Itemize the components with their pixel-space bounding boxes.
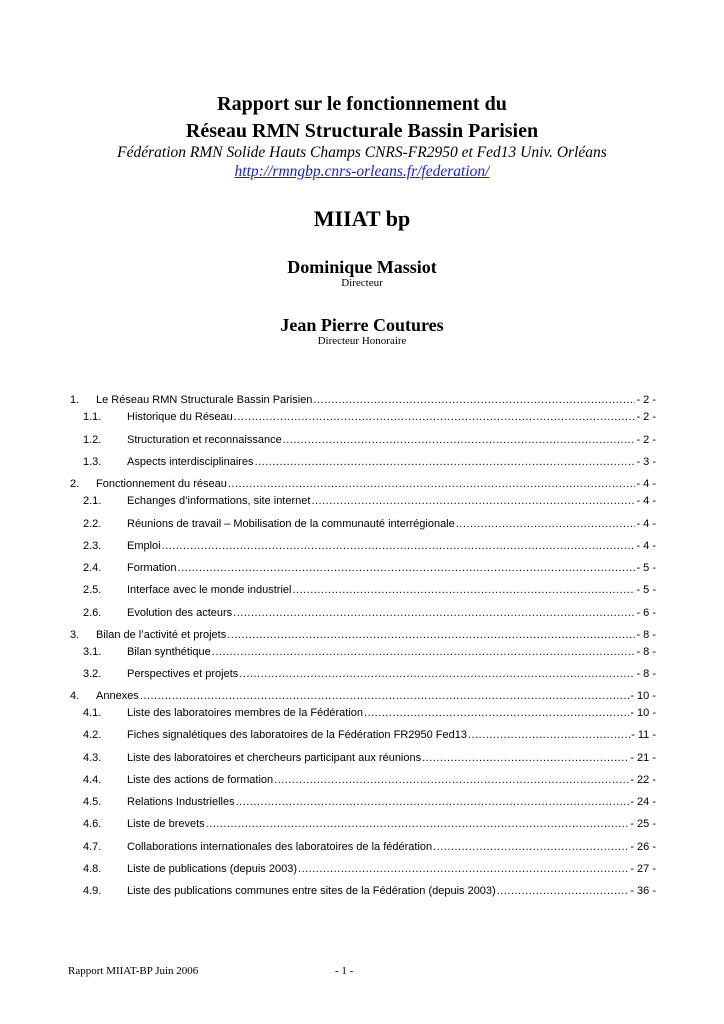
footer-report-label: Rapport MIIAT-BP Juin 2006 <box>68 965 199 977</box>
report-title-line2: Réseau RMN Structurale Bassin Parisien <box>185 120 539 142</box>
toc-dot-leader <box>274 774 629 786</box>
toc-entry-number: 2.2. <box>83 518 102 530</box>
report-title-line1: Rapport sur le fonctionnement du <box>217 93 507 115</box>
toc-entry-title: Fonctionnement du réseau <box>96 478 227 490</box>
toc-entry[interactable] <box>70 818 656 832</box>
toc-entry[interactable] <box>70 707 656 721</box>
toc-entry[interactable] <box>70 690 656 704</box>
toc-entry[interactable] <box>70 478 656 492</box>
director-name: Dominique Massiot <box>287 257 437 277</box>
toc-entry-page: - 10 - <box>630 707 656 719</box>
toc-entry-page: - 4 - <box>636 495 656 507</box>
toc-entry-number: 4.3. <box>83 752 102 764</box>
federation-subtitle: Fédération RMN Solide Hauts Champs CNRS-FR2950 et Fed13 Univ. Orléans <box>117 144 607 161</box>
toc-dot-leader <box>234 411 636 423</box>
toc-dot-leader <box>468 729 630 741</box>
toc-entry-page: - 8 - <box>636 646 656 658</box>
toc-entry-page: - 22 - <box>630 774 656 786</box>
toc-entry-title: Liste des laboratoires membres de la Fédération <box>127 707 364 719</box>
toc-entry[interactable] <box>70 863 656 877</box>
honorary-director-role: Directeur Honoraire <box>317 335 407 347</box>
toc-entry-number: 2.3. <box>83 540 102 552</box>
toc-entry[interactable] <box>70 796 656 810</box>
toc-entry[interactable] <box>70 646 656 660</box>
toc-entry-title: Perspectives et projets <box>127 668 239 680</box>
toc-entry-number: 2. <box>70 478 80 490</box>
toc-dot-leader <box>456 518 636 530</box>
toc-entry[interactable] <box>70 411 656 425</box>
toc-entry-page: - 4 - <box>636 540 656 552</box>
toc-entry-page: - 36 - <box>630 885 656 897</box>
toc-entry-title: Formation <box>127 562 177 574</box>
toc-entry-title: Evolution des acteurs <box>127 607 233 619</box>
toc-entry-title: Fiches signalétiques des laboratoires de la Fédération FR2950 Fed13 <box>127 729 467 741</box>
toc-entry-page: - 21 - <box>630 752 656 764</box>
toc-dot-leader <box>255 456 636 468</box>
toc-entry[interactable] <box>70 841 656 855</box>
toc-entry-number: 1.1. <box>83 411 102 423</box>
toc-entry-title: Aspects interdisciplinaires <box>127 456 254 468</box>
toc-entry-page: - 6 - <box>636 607 656 619</box>
acronym-heading: MIIAT bp <box>313 206 411 231</box>
toc-entry-number: 4.6. <box>83 818 102 830</box>
toc-entry[interactable] <box>70 752 656 766</box>
toc-entry-page: - 4 - <box>636 478 656 490</box>
toc-entry-title: Annexes <box>96 690 139 702</box>
toc-entry-title: Liste des publications communes entre sites de la Fédération (depuis 2003) <box>127 885 496 897</box>
toc-dot-leader <box>227 629 635 641</box>
toc-entry-title: Liste de brevets <box>127 818 205 830</box>
toc-entry[interactable] <box>70 394 656 408</box>
toc-entry-number: 4.2. <box>83 729 102 741</box>
toc-dot-leader <box>292 584 635 596</box>
toc-entry-page: - 2 - <box>636 411 656 423</box>
toc-entry[interactable] <box>70 729 656 743</box>
toc-entry-number: 2.1. <box>83 495 102 507</box>
toc-dot-leader <box>140 690 630 702</box>
toc-dot-leader <box>313 394 635 406</box>
toc-entry[interactable] <box>70 584 656 598</box>
toc-entry-number: 4.8. <box>83 863 102 875</box>
toc-entry[interactable] <box>70 540 656 554</box>
toc-entry[interactable] <box>70 562 656 576</box>
toc-dot-leader <box>298 863 629 875</box>
toc-entry[interactable] <box>70 885 656 899</box>
toc-dot-leader <box>433 841 629 853</box>
toc-dot-leader <box>497 885 630 897</box>
footer-page-number: - 1 - <box>335 965 354 977</box>
toc-entry-number: 2.4. <box>83 562 102 574</box>
toc-entry-number: 4.1. <box>83 707 102 719</box>
toc-entry-page: - 24 - <box>630 796 656 808</box>
toc-entry-number: 4.4. <box>83 774 102 786</box>
toc-entry-page: - 5 - <box>636 562 656 574</box>
toc-entry-page: - 4 - <box>636 518 656 530</box>
toc-entry-number: 4.5. <box>83 796 102 808</box>
toc-dot-leader <box>311 495 635 507</box>
toc-entry-title: Interface avec le monde industriel <box>127 584 292 596</box>
toc-entry-page: - 5 - <box>636 584 656 596</box>
toc-entry-number: 1.3. <box>83 456 102 468</box>
toc-entry[interactable] <box>70 607 656 621</box>
federation-url-line <box>0 162 724 181</box>
toc-entry-title: Bilan de l’activité et projets <box>96 629 227 641</box>
toc-entry-title: Liste des laboratoires et chercheurs participant aux réunions <box>127 752 422 764</box>
toc-dot-leader <box>422 752 629 764</box>
toc-entry[interactable] <box>70 434 656 448</box>
toc-entry-page: - 25 - <box>630 818 656 830</box>
toc-entry-number: 3.1. <box>83 646 102 658</box>
toc-entry-title: Collaborations internationales des laboratoires de la fédération <box>127 841 433 853</box>
toc-dot-leader <box>228 478 636 490</box>
toc-entry-title: Structuration et reconnaissance <box>127 434 282 446</box>
director-role: Directeur <box>341 277 383 289</box>
toc-entry-number: 2.5. <box>83 584 102 596</box>
toc-entry[interactable] <box>70 774 656 788</box>
toc-entry-number: 4. <box>70 690 80 702</box>
toc-entry-page: - 26 - <box>630 841 656 853</box>
toc-entry-title: Liste de publications (depuis 2003) <box>127 863 298 875</box>
toc-entry-page: - 2 - <box>636 394 656 406</box>
toc-entry-number: 1. <box>70 394 80 406</box>
toc-dot-leader <box>236 796 630 808</box>
toc-entry-title: Echanges d’informations, site internet <box>127 495 311 507</box>
toc-entry[interactable] <box>70 668 656 682</box>
toc-entry-number: 2.6. <box>83 607 102 619</box>
toc-dot-leader <box>283 434 636 446</box>
honorary-director-name: Jean Pierre Coutures <box>280 315 444 335</box>
toc-entry-title: Bilan synthétique <box>127 646 211 658</box>
toc-dot-leader <box>206 818 630 830</box>
toc-dot-leader <box>364 707 629 719</box>
toc-entry[interactable] <box>70 456 656 470</box>
toc-entry-page: - 8 - <box>636 668 656 680</box>
toc-entry-page: - 11 - <box>631 729 656 741</box>
toc-dot-leader <box>212 646 636 658</box>
toc-entry-title: Historique du Réseau <box>127 411 233 423</box>
toc-entry-title: Le Réseau RMN Structurale Bassin Parisien <box>96 394 313 406</box>
toc-entry-number: 1.2. <box>83 434 102 446</box>
federation-url-link[interactable]: http://rmngbp.cnrs-orleans.fr/federation/ <box>234 163 490 180</box>
toc-entry[interactable] <box>70 518 656 532</box>
toc-dot-leader <box>233 607 635 619</box>
toc-entry-page: - 3 - <box>636 456 656 468</box>
toc-entry-number: 3.2. <box>83 668 102 680</box>
toc-entry-title: Emploi <box>127 540 161 552</box>
toc-entry-page: - 27 - <box>630 863 656 875</box>
toc-entry-page: - 10 - <box>630 690 656 702</box>
toc-dot-leader <box>239 668 635 680</box>
toc-dot-leader <box>162 540 636 552</box>
toc-entry-title: Relations Industrielles <box>127 796 235 808</box>
toc-entry-title: Réunions de travail – Mobilisation de la communauté interrégionale <box>127 518 455 530</box>
toc-entry[interactable] <box>70 495 656 509</box>
toc-entry-page: - 8 - <box>636 629 656 641</box>
toc-entry[interactable] <box>70 629 656 643</box>
toc-entry-number: 4.7. <box>83 841 102 853</box>
toc-dot-leader <box>178 562 636 574</box>
toc-entry-number: 3. <box>70 629 80 641</box>
toc-entry-number: 4.9. <box>83 885 102 897</box>
toc-entry-title: Liste des actions de formation <box>127 774 274 786</box>
toc-entry-page: - 2 - <box>636 434 656 446</box>
